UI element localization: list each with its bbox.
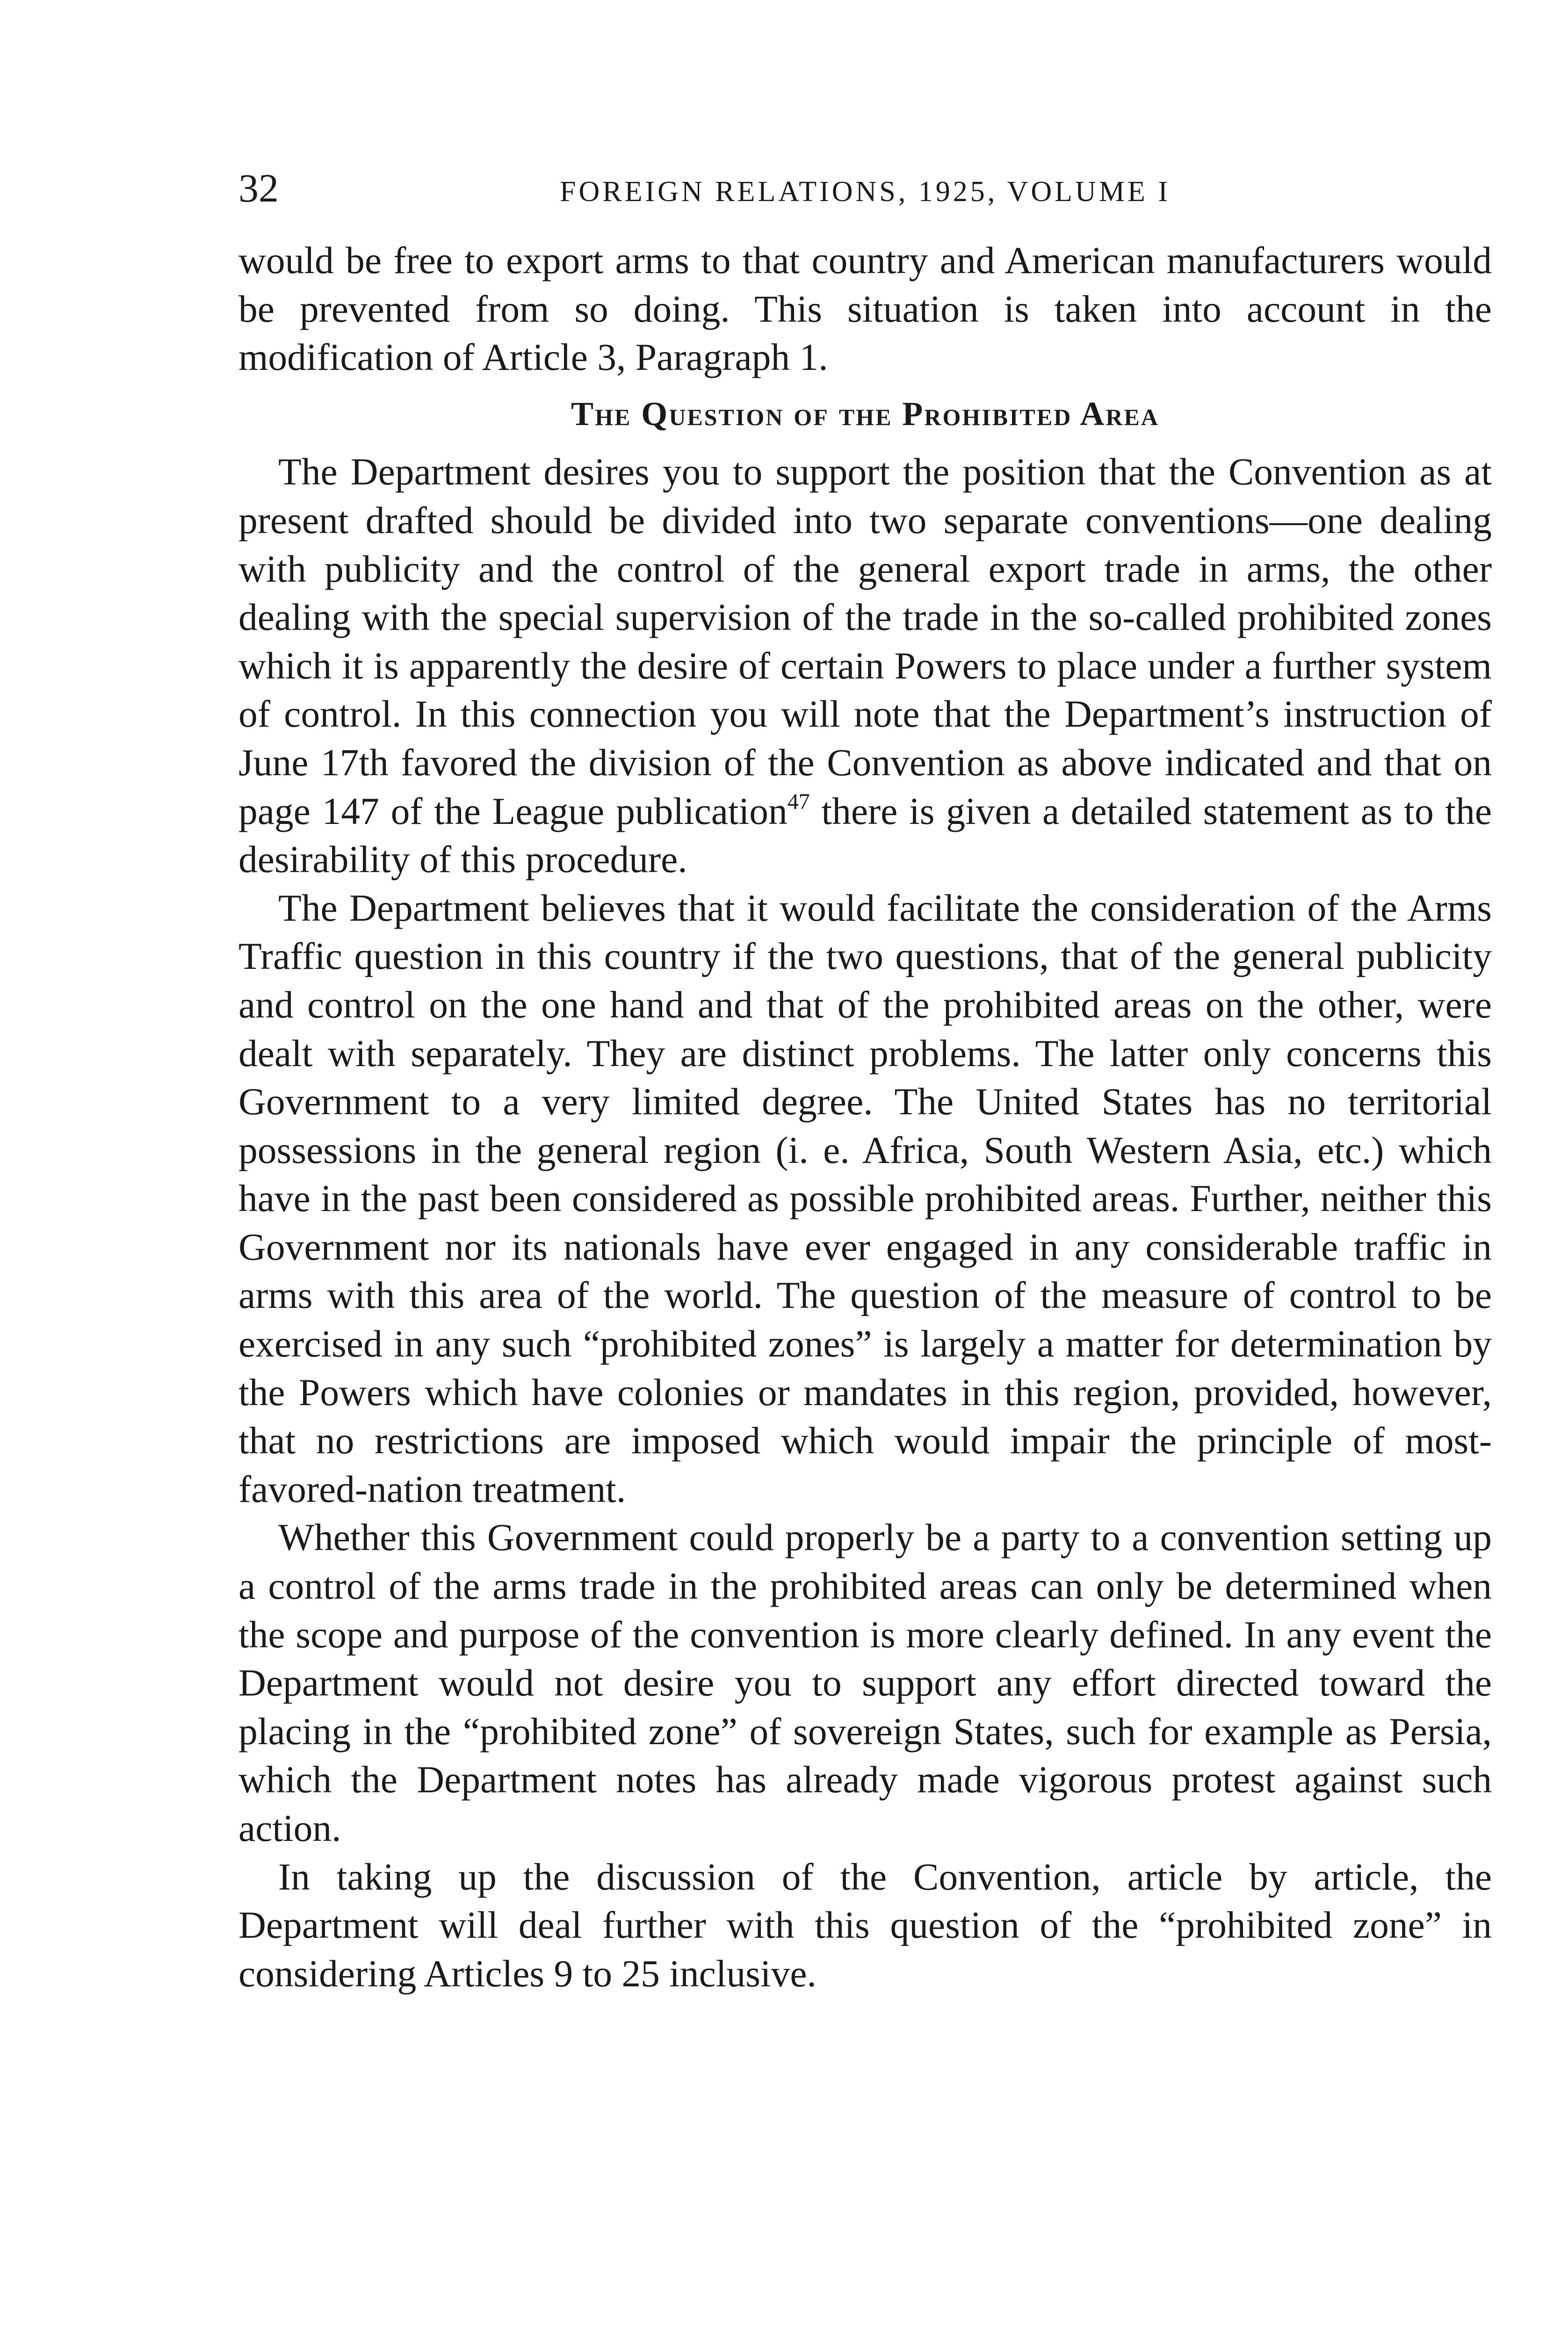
page-number: 32 xyxy=(238,166,279,210)
paragraph-text: The Department desires you to support the position that the Convention as at present drafted should be divided into two separate conventions—one dealing with publicity and the control of the general export trade in arms, the other dealing with the special supervision of the trade in the so-called prohibited zones which it is apparently the desire of certain Powers to place under a further system of control. In this connection you will note that the Department’s instruction of June 17th favored the division of the Convention as above indicated and that on page 147 of the League publication xyxy=(238,450,1492,832)
paragraph-prohibited-areas: Whether this Government could properly be a party to a convention setting up a control of the arms trade in the prohibited areas can only be determined when the scope and purpose of the convention is more clearly defined. In any event the Department would not desire you to support any effort directed toward the placing in the “prohibited zone” of sovereign States, such for example as Persia, which the Department notes has already made vigorous protest against such action. xyxy=(238,1516,1492,1849)
paragraph-text-continued: there is given a detailed statement as to the desirability of this procedure. xyxy=(238,789,1492,881)
paragraph-continuation: would be free to export arms to that country and American manufacturers would be prevented from so doing. This situation is taken into account in the modification of Article 3, Paragraph 1. xyxy=(238,239,1492,379)
paragraph-divide-convention xyxy=(238,447,1492,883)
paragraph-arms-traffic: The Department believes that it would facilitate the consideration of the Arms Traffic question in this country if the two questions, that of the general publicity and control on the one hand and that of the prohibited areas on the other, were dealt with separately. They are distinct problems. The latter only concerns this Government to a very limited degree. The United States has no territorial possessions in the general region (i. e. Africa, South Western Asia, etc.) which have in the past been considered as possible prohibited areas. Further, neither this Government nor its nationals have ever engaged in any considerable traffic in arms with this area of the world. The question of the measure of control to be exercised in any such “prohibited zones” is largely a matter for determination by the Powers which have colonies or mandates in this region, provided, however, that no restrictions are imposed which would impair the principle of most-favored-nation treatment. xyxy=(238,886,1492,1510)
paragraph-articles: In taking up the discussion of the Convention, article by article, the Department will deal further with this question of the “prohibited zone” in considering Articles 9 to 25 inclusive. xyxy=(238,1855,1492,1995)
running-header xyxy=(238,165,1492,216)
body-text xyxy=(238,236,1492,1998)
footnote-reference: 47 xyxy=(787,789,810,814)
running-title: FOREIGN RELATIONS, 1925, VOLUME I xyxy=(560,176,1171,208)
section-heading: The Question of the Prohibited Area xyxy=(571,395,1159,433)
